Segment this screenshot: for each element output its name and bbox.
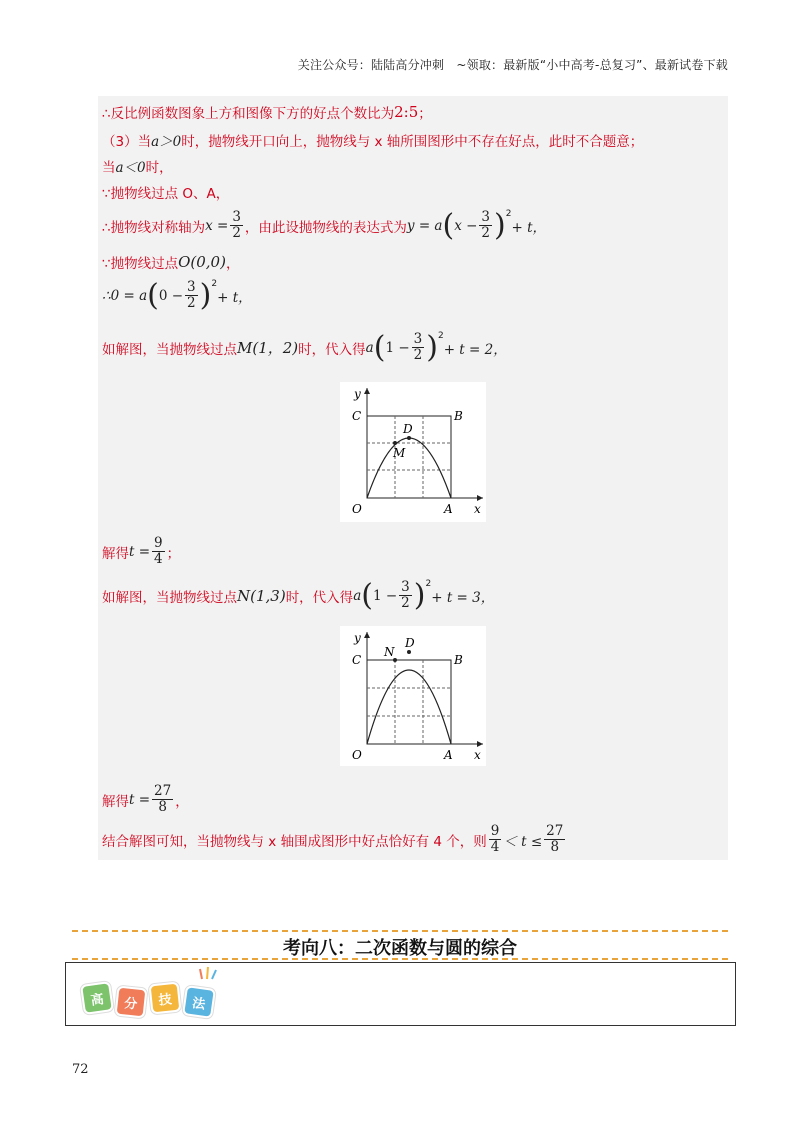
math-expr: 1 −: [385, 339, 410, 356]
denominator: 8: [158, 799, 167, 815]
tips-badge-2: 分: [115, 986, 148, 1019]
fraction: [185, 280, 198, 311]
rectangle-OABC: [367, 660, 451, 744]
numerator: 9: [154, 535, 163, 551]
math-expr: t =: [129, 791, 151, 808]
line-text: （3）当: [102, 134, 152, 150]
label-C: C: [352, 409, 362, 423]
denominator: 8: [550, 839, 560, 855]
label-x: x: [474, 502, 481, 516]
sparkle-icon: [198, 965, 218, 981]
math-expr: a: [365, 339, 374, 356]
parabola-curve: [367, 670, 451, 744]
ratio-value: 2:5: [394, 103, 419, 121]
numerator: 3: [232, 209, 241, 225]
line-text: 如解图，当抛物线过点: [102, 589, 237, 606]
parabola-figure-N: [340, 626, 486, 766]
line-text: 时，代入得: [285, 589, 354, 606]
parabola-curve: [367, 438, 451, 498]
right-paren: ): [413, 577, 426, 613]
denominator: 4: [490, 839, 500, 855]
label-D: D: [403, 422, 413, 436]
numerator: 27: [154, 783, 172, 799]
math-expr: a: [353, 587, 362, 604]
label-A: A: [444, 502, 453, 516]
left-paren: (: [361, 577, 373, 613]
point-D: [407, 650, 411, 654]
solution-line-4: ∵抛物线过点 O、A，: [102, 186, 230, 202]
math-expr: + t = 2，: [443, 341, 507, 358]
tips-badge-4: 法: [182, 985, 216, 1019]
label-N: N: [384, 645, 395, 659]
math-expr: y = a: [406, 217, 443, 234]
solution-line-8: [102, 329, 507, 365]
solution-line-2: [102, 130, 643, 150]
solution-line-5: [102, 207, 546, 243]
section-divider-bottom: [72, 958, 728, 960]
math-expr: ＜ t ≤: [503, 833, 543, 850]
section-divider-top: [72, 930, 728, 932]
solution-line-3: [102, 156, 173, 176]
line-text: 时，代入得: [298, 341, 366, 358]
label-C: C: [352, 653, 362, 667]
math-expr: x −: [454, 217, 478, 234]
figure-svg: [340, 626, 486, 766]
fraction: [412, 332, 425, 363]
math-expr: + t = 3，: [431, 589, 495, 606]
label-M: M: [393, 446, 406, 460]
fraction: [479, 210, 492, 241]
numerator: 3: [401, 579, 410, 595]
solution-line-12: [102, 824, 567, 855]
label-B: B: [454, 409, 463, 423]
numerator: 27: [546, 823, 564, 839]
line-text: ∴抛物线对称轴为: [102, 219, 206, 236]
figure-svg: [340, 382, 486, 522]
label-D: D: [405, 636, 415, 650]
math-expr: 1 −: [372, 587, 398, 604]
line-text: 解得: [102, 545, 129, 562]
fraction: [152, 784, 173, 815]
numerator: 3: [413, 331, 423, 347]
line-text: ，由此设抛物线的表达式为: [244, 219, 407, 236]
math-point: O(0,0): [178, 253, 226, 271]
fraction: [399, 580, 412, 611]
line-text: 当: [102, 160, 116, 176]
label-y: y: [354, 387, 361, 401]
line-text: 时，: [145, 160, 173, 176]
math-inequality: a＜0: [115, 160, 146, 176]
solution-line-7: [102, 277, 252, 313]
right-paren: ): [426, 329, 438, 365]
line-punct: ，: [225, 256, 240, 272]
math-expr: + t，: [217, 289, 252, 306]
denominator: 4: [154, 551, 163, 567]
label-x: x: [474, 748, 481, 762]
label-A: A: [444, 748, 453, 762]
line-punct: ；: [418, 106, 432, 122]
line-text: 如解图，当抛物线过点: [102, 341, 237, 358]
math-expr: + t，: [511, 219, 546, 236]
exponent: 2: [437, 330, 444, 341]
line-text: 时，抛物线开口向上，抛物线与 x 轴所围图形中不存在好点，此时不合题意；: [181, 134, 644, 150]
math-expr: ∴0 = a: [102, 287, 148, 304]
left-paren: (: [442, 207, 455, 243]
math-expr: 0 −: [158, 287, 184, 304]
line-punct: ，: [175, 793, 189, 810]
math-point: N(1,3): [237, 586, 286, 605]
fraction: [489, 824, 502, 855]
denominator: 2: [481, 225, 491, 241]
line-text: 解得: [102, 793, 129, 810]
line-text: ∴反比例函数图象上方和图像下方的好点个数比为: [102, 106, 395, 122]
label-O: O: [352, 748, 362, 762]
right-paren: ): [199, 277, 212, 313]
line-punct: ；: [166, 545, 181, 562]
solution-line-9: [102, 536, 180, 567]
tips-box: [65, 962, 736, 1026]
line-text: 结合解图可知，当抛物线与 x 轴围成图形中好点恰好有 4 个，则: [102, 833, 487, 850]
exponent: 2: [425, 578, 432, 589]
solution-block: [98, 96, 728, 860]
tips-badge-1: 高: [80, 981, 114, 1015]
label-y: y: [354, 631, 361, 645]
page-number: 72: [72, 1062, 89, 1077]
label-B: B: [454, 653, 463, 667]
solution-line-1: [102, 102, 432, 122]
left-paren: (: [373, 329, 386, 365]
math-point: M(1，2): [237, 339, 299, 357]
page-header: 关注公众号：陆陆高分冲刺 ~领取：最新版“小中高考-总复习”、最新试卷下载: [297, 58, 728, 72]
point-M: [393, 441, 397, 445]
label-O: O: [352, 502, 362, 516]
point-D: [407, 436, 411, 440]
math-inequality: a＞0: [151, 134, 182, 150]
line-text: ∵抛物线过点: [102, 256, 179, 272]
solution-line-10: [102, 577, 495, 613]
exponent: 2: [505, 208, 512, 219]
math-expr: t =: [129, 543, 151, 560]
math-expr: x =: [205, 217, 229, 234]
parabola-figure-M: [340, 382, 486, 522]
tips-badge-3: 技: [149, 982, 182, 1015]
denominator: 2: [401, 595, 410, 611]
denominator: 2: [413, 347, 423, 363]
numerator: 9: [490, 823, 500, 839]
solution-line-11: [102, 784, 189, 815]
fraction: [544, 824, 565, 855]
fraction: [152, 536, 165, 567]
numerator: 3: [481, 209, 491, 225]
fraction: [230, 210, 243, 241]
denominator: 2: [187, 295, 196, 311]
right-paren: ): [494, 207, 506, 243]
section-title: 考向八：二次函数与圆的综合: [283, 938, 517, 959]
numerator: 3: [187, 279, 196, 295]
denominator: 2: [232, 225, 241, 241]
solution-line-6: [102, 252, 239, 272]
left-paren: (: [147, 277, 159, 313]
exponent: 2: [211, 278, 218, 289]
